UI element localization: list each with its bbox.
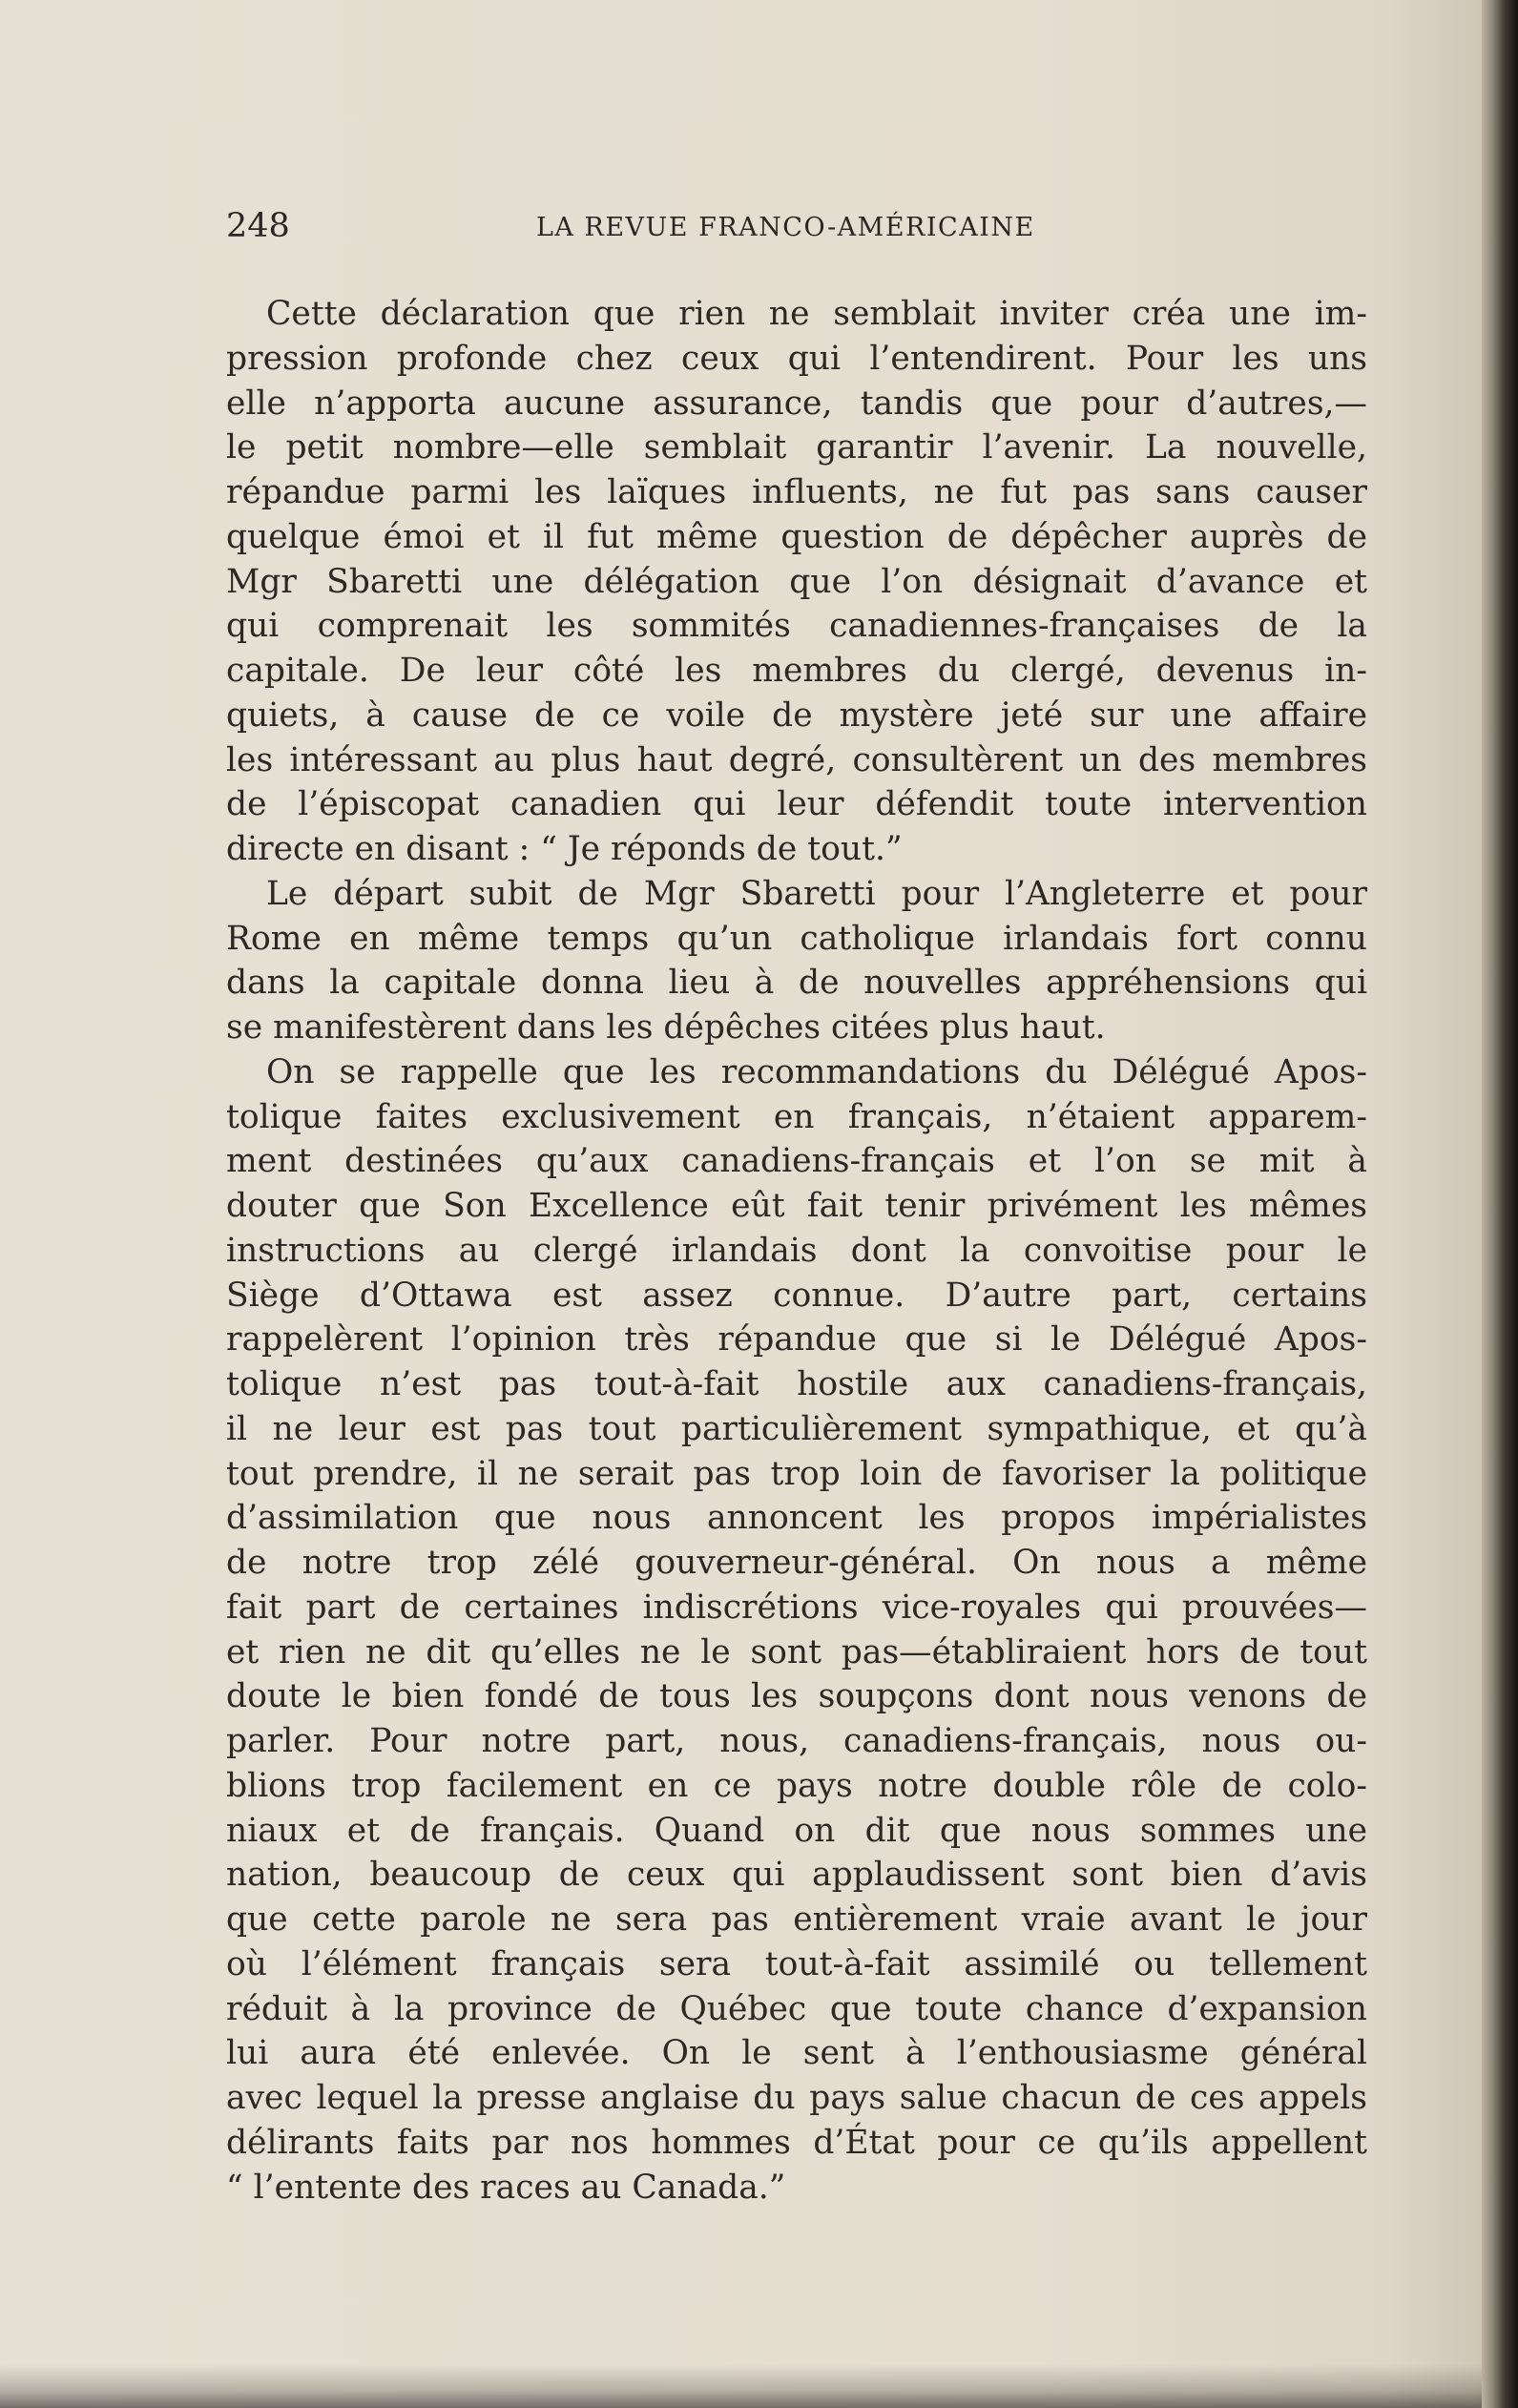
text-line: capitale. De leur côté les membres du clergé, devenus in- [226, 652, 1367, 690]
text-line: ment destinées qu’aux canadiens-français et l’on se mit à [226, 1142, 1367, 1181]
text-line: parler. Pour notre part, nous, canadiens-français, nous ou- [226, 1722, 1367, 1760]
text-line: qui comprenait les sommités canadiennes-françaises de la [226, 607, 1367, 646]
text-line: de notre trop zélé gouverneur-général. On nous a même [226, 1544, 1367, 1582]
text-line: et rien ne dit qu’elles ne le sont pas—établiraient hors de tout [226, 1632, 1367, 1671]
text-line: se manifestèrent dans les dépêches citées plus haut. [226, 1008, 1106, 1047]
text-line: directe en disant : “ Je réponds de tout.” [226, 830, 903, 868]
text-line: Le départ subit de Mgr Sbaretti pour l’Angleterre et pour [266, 874, 1367, 913]
text-line: Rome en même temps qu’un catholique irlandais fort connu [226, 919, 1367, 958]
text-line: les intéressant au plus haut degré, consultèrent un des membres [226, 740, 1367, 779]
text-line: douter que Son Excellence eût fait tenir privément les mêmes [226, 1187, 1367, 1225]
text-line: réduit à la province de Québec que toute chance d’expansion [226, 1989, 1367, 2028]
text-line: lui aura été enlevée. On le sent à l’enthousiasme général [226, 2034, 1367, 2073]
text-line: Siège d’Ottawa est assez connue. D’autre part, certains [226, 1276, 1367, 1315]
text-line: instructions au clergé irlandais dont la convoitise pour le [226, 1231, 1367, 1270]
text-line: tolique faites exclusivement en français, n’étaient apparem- [226, 1097, 1367, 1136]
text-line: quiets, à cause de ce voile de mystère jeté sur une affaire [226, 695, 1367, 735]
text-line: fait part de certaines indiscrétions vice-royales qui prouvées— [226, 1588, 1367, 1627]
text-line: quelque émoi et il fut même question de dépêcher auprès de [226, 517, 1367, 556]
text-line: doute le bien fondé de tous les soupçons dont nous venons de [226, 1677, 1367, 1716]
text-line: tout prendre, il ne serait pas trop loin de favoriser la politique [226, 1454, 1367, 1493]
text-line: délirants faits par nos hommes d’État pour ce qu’ils appellent [226, 2123, 1367, 2162]
text-line: rappelèrent l’opinion très répandue que si le Délégué Apos- [226, 1320, 1367, 1360]
text-line: tolique n’est pas tout-à-fait hostile aux canadiens-français, [226, 1365, 1367, 1403]
page-edge [1482, 0, 1518, 2408]
text-line: dans la capitale donna lieu à de nouvelles appréhensions qui [226, 964, 1367, 1003]
text-line: il ne leur est pas tout particulièrement sympathique, et qu’à [226, 1409, 1367, 1448]
running-head [226, 202, 1371, 250]
text-line: blions trop facilement en ce pays notre double rôle de colo- [226, 1766, 1367, 1805]
text-line: elle n’apporta aucune assurance, tandis que pour d’autres,— [226, 384, 1367, 423]
text-line: pression profonde chez ceux qui l’entendirent. Pour les uns [226, 339, 1367, 378]
page-number: 248 [226, 207, 290, 245]
text-line: Cette déclaration que rien ne semblait inviter créa une im- [266, 295, 1367, 333]
text-line: d’assimilation que nous annoncent les propos impérialistes [226, 1499, 1367, 1538]
text-line: répandue parmi les laïques influents, ne fut pas sans causer [226, 473, 1367, 511]
body-text [226, 292, 1367, 2210]
text-line: nation, beaucoup de ceux qui applaudissent sont bien d’avis [226, 1856, 1367, 1895]
journal-title: LA REVUE FRANCO-AMÉRICAINE [536, 213, 1035, 242]
text-line: avec lequel la presse anglaise du pays salue chacun de ces appels [226, 2079, 1367, 2117]
text-line: “ l’entente des races au Canada.” [226, 2168, 786, 2207]
text-line: que cette parole ne sera pas entièrement vraie avant le jour [226, 1900, 1367, 1939]
text-line: où l’élément français sera tout-à-fait assimilé ou tellement [226, 1944, 1367, 1983]
page-bottom-shadow [0, 2364, 1482, 2408]
text-line: niaux et de français. Quand on dit que nous sommes une [226, 1811, 1367, 1850]
text-line: On se rappelle que les recommandations du Délégué Apos- [266, 1052, 1367, 1091]
text-line: le petit nombre—elle semblait garantir l’avenir. La nouvelle, [226, 428, 1367, 467]
text-line: de l’épiscopat canadien qui leur défendit toute intervention [226, 785, 1367, 824]
text-line: Mgr Sbaretti une délégation que l’on désignait d’avance et [226, 562, 1367, 601]
